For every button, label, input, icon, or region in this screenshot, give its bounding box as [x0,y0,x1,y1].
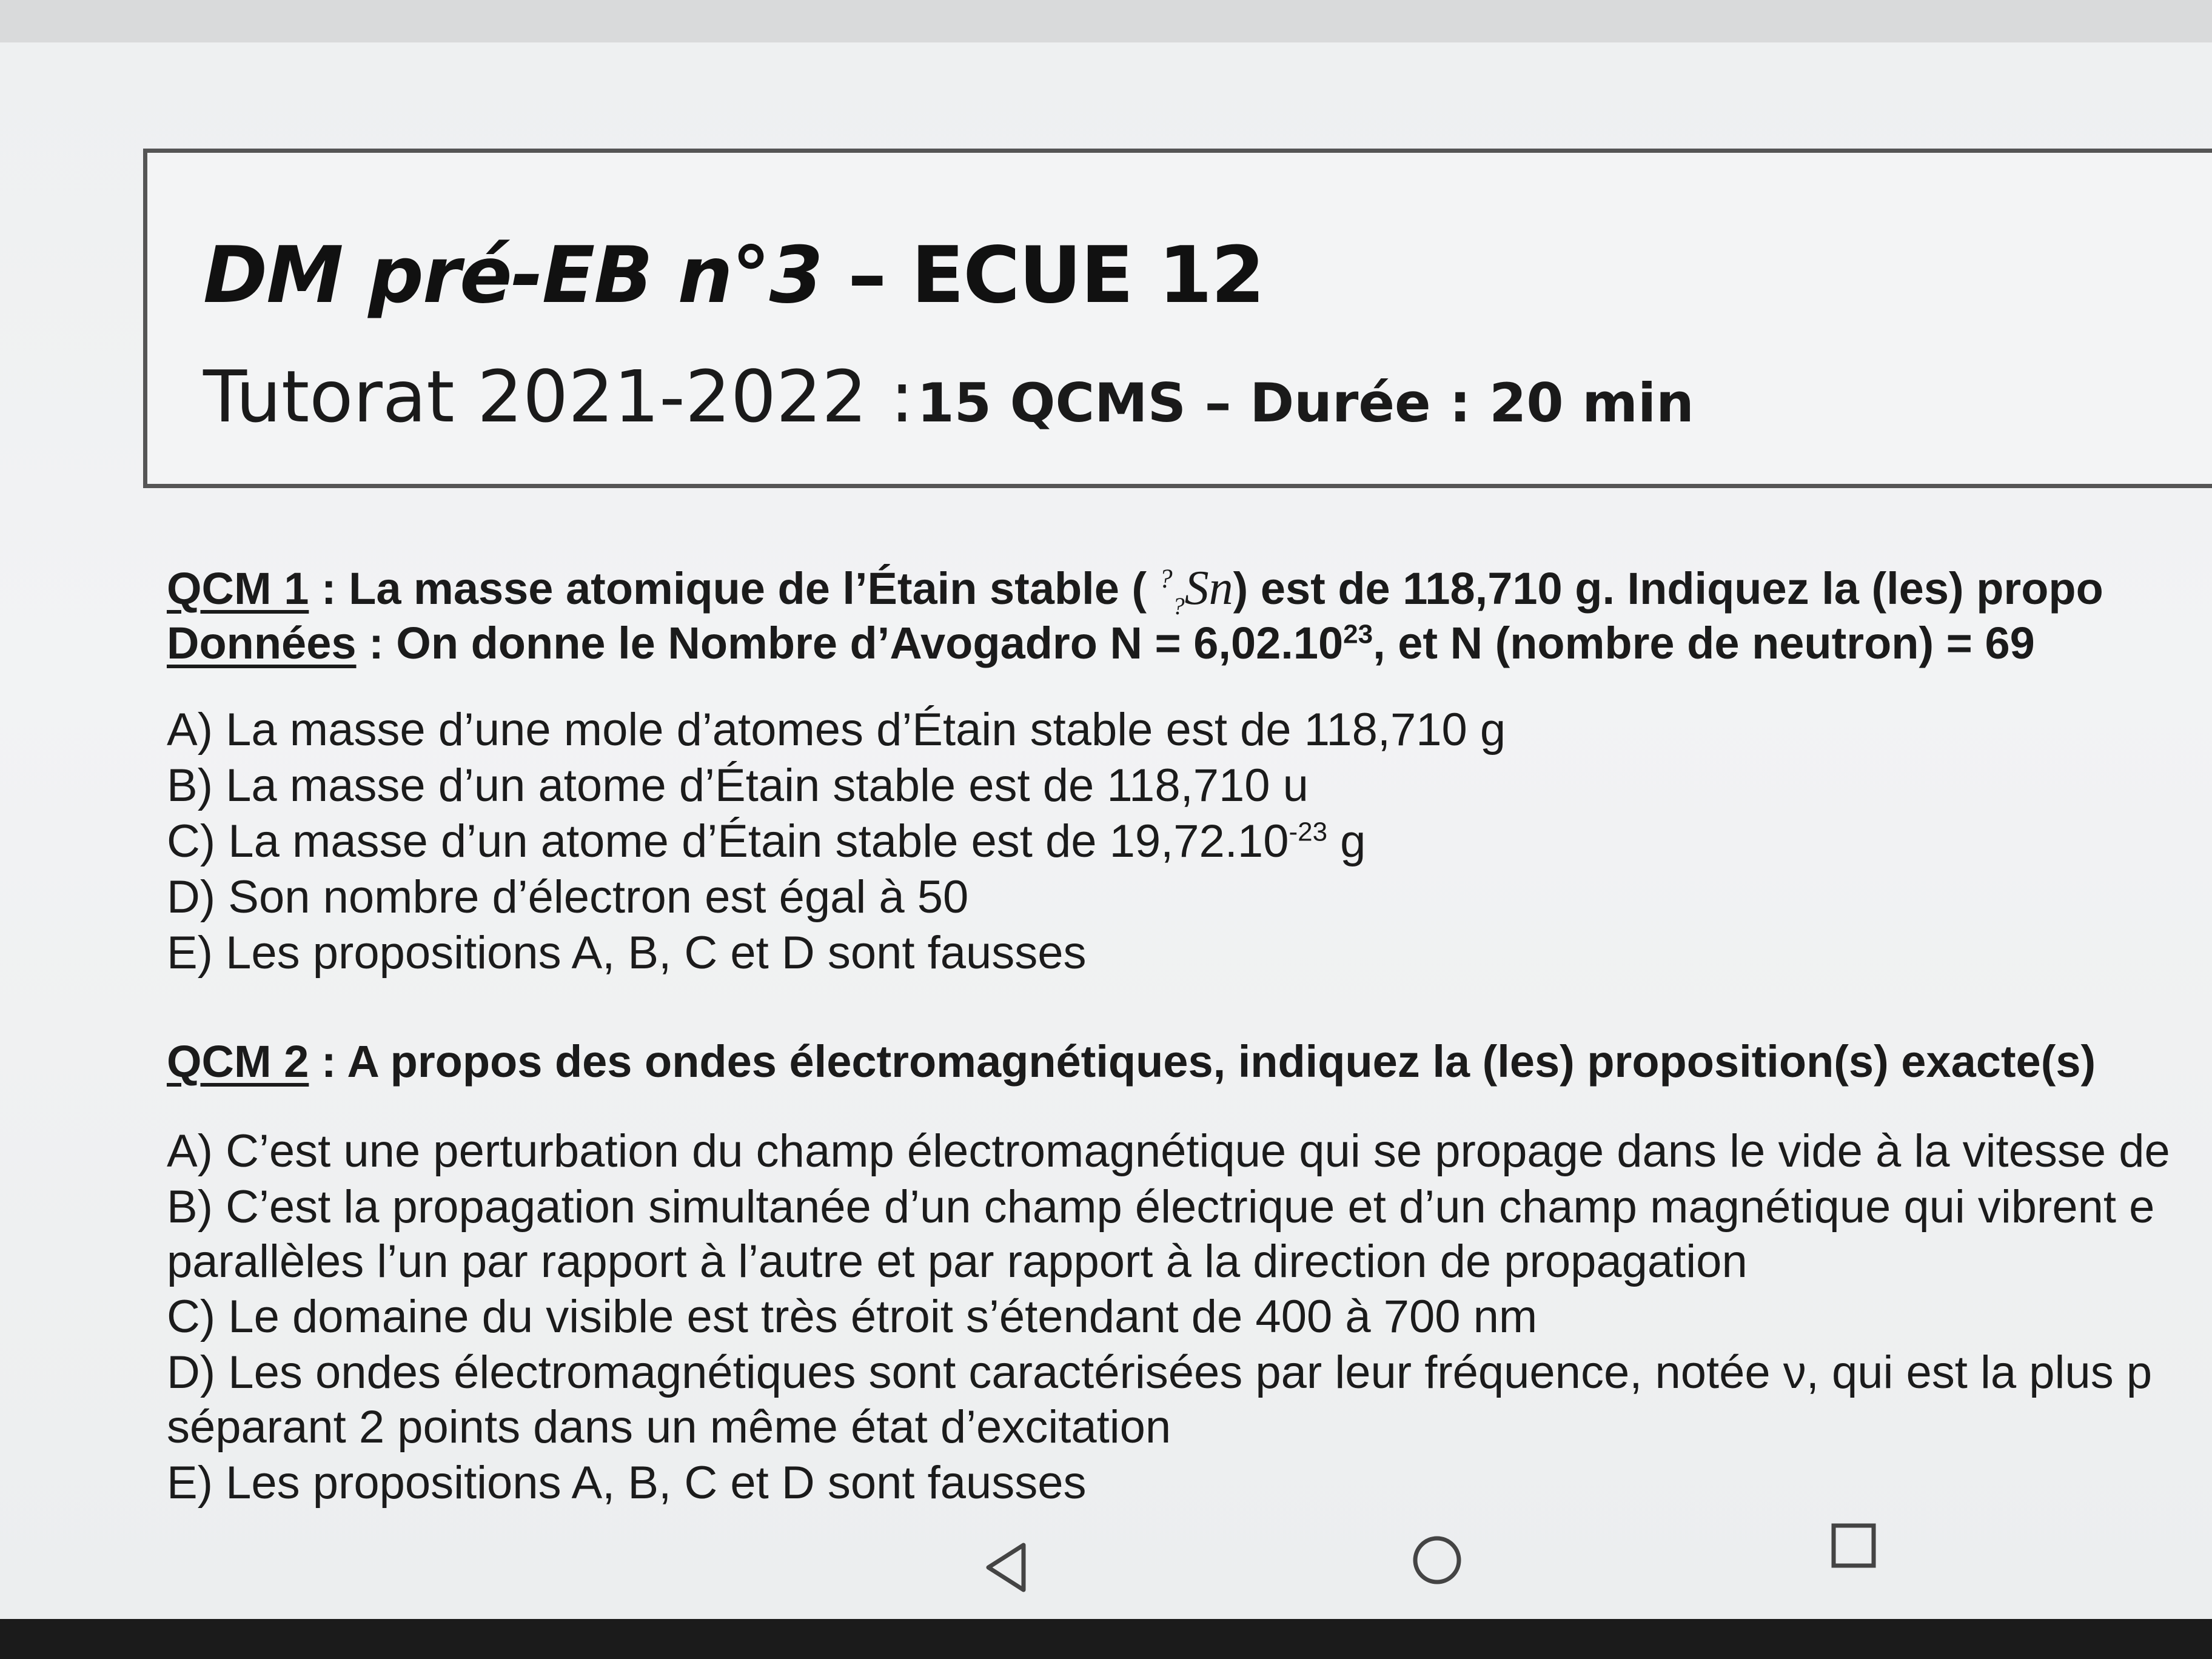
qcm1-data [167,617,2035,669]
qcm1-option-d: D) Son nombre d’électron est égal à 50 [167,871,969,923]
qcm2-label: QCM 2 [167,1036,309,1087]
qcm2-statement-text: : A propos des ondes électromagnétiques, indiquez la (les) proposition(s) exacte(s) [309,1036,2096,1087]
qcm2-option-e: E) Les propositions A, B, C et D sont fausses [167,1457,1087,1509]
qcm1-label: QCM 1 [167,563,309,614]
option-c-start: C) La masse d’un atome d’Étain stable est de 19,72.10 [167,816,1289,867]
subtitle-detail: 15 QCMS – Durée : 20 min [917,372,1694,434]
qcm1-statement-end: ) est de 118,710 g. Indiquez la (les) propo [1233,563,2103,614]
document-title [203,230,1264,321]
avogadro-exponent: 23 [1343,619,1373,649]
title-prefix: DM pré-EB n°3 [203,230,822,321]
option-c-end: g [1327,816,1366,867]
bottom-bezel [0,1619,2212,1659]
qcm1-option-a: A) La masse d’une mole d’atomes d’Étain stable est de 118,710 g [167,704,1506,756]
element-symbol: Sn [1184,561,1233,615]
isotope-atomic-number: ? [1172,592,1185,620]
qcm1-statement-start: : La masse atomique de l’Étain stable ( [309,563,1159,614]
qcm2-option-b-line2: parallèles l’un par rapport à l’autre et par rapport à la direction de propagation [167,1236,1748,1287]
top-bezel [0,0,2212,42]
subtitle-main: Tutorat 2021-2022 : [203,355,914,438]
tin-isotope-symbol [1159,561,1233,620]
qcm2-option-d-line1: D) Les ondes électromagnétiques sont caractérisées par leur fréquence, notée ν, qui est la plus p [167,1347,2153,1398]
back-icon[interactable] [982,1540,1031,1595]
qcm1-option-b: B) La masse d’un atome d’Étain stable est de 118,710 u [167,760,1309,811]
qcm1-option-c [167,815,1366,868]
qcm2-option-b-line1: B) C’est la propagation simultanée d’un champ électrique et d’un champ magnétique qui vibrent e [167,1181,2155,1233]
qcm1-statement [167,561,2103,620]
data-text: : On donne le Nombre d’Avogadro N = 6,02.10 [356,618,1344,668]
qcm2-option-a: A) C’est une perturbation du champ électromagnétique qui se propage dans le vide à la vitesse de [167,1125,2170,1177]
data-label: Données [167,618,357,668]
home-icon[interactable] [1410,1533,1464,1587]
data-text-end: , et N (nombre de neutron) = 69 [1373,618,2035,668]
qcm2-option-d-line2: séparant 2 points dans un même état d’excitation [167,1401,1171,1453]
recents-icon[interactable] [1830,1522,1879,1570]
qcm1-option-e: E) Les propositions A, B, C et D sont fausses [167,927,1087,979]
qcm2-statement [167,1036,2096,1087]
title-suffix: – ECUE 12 [848,230,1264,321]
qcm2-option-c: C) Le domaine du visible est très étroit s’étendant de 400 à 700 nm [167,1291,1538,1342]
document-subtitle [203,355,1694,438]
isotope-mass-number: ? [1159,563,1173,594]
option-c-exponent: -23 [1289,817,1328,847]
